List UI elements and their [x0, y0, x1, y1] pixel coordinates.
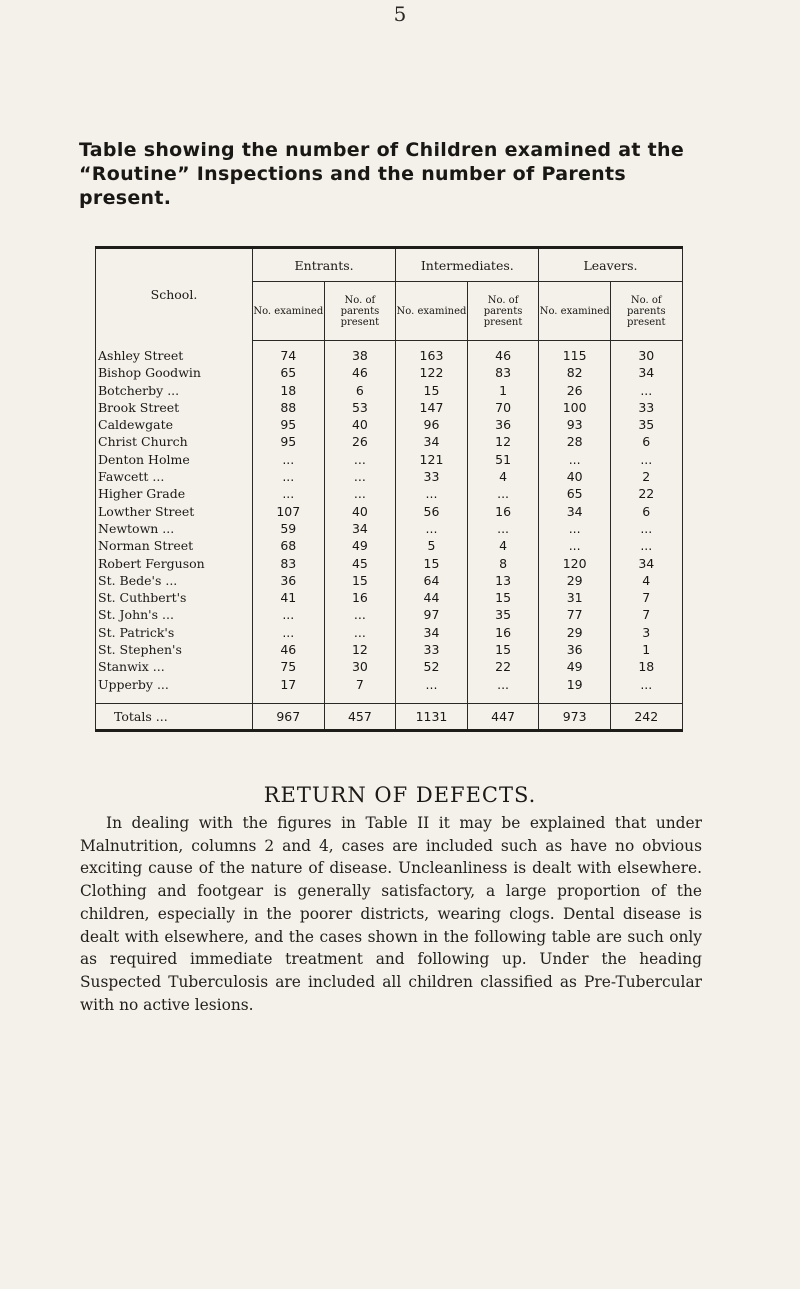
value-cell: 5 [396, 537, 468, 554]
totals-value-cell: 1131 [396, 703, 468, 730]
value-cell: 163 [396, 341, 468, 365]
value-cell: 46 [324, 364, 396, 381]
value-cell: 65 [539, 485, 611, 502]
value-cell: 107 [253, 503, 325, 520]
value-cell: 96 [396, 416, 468, 433]
value-cell: ... [539, 451, 611, 468]
value-cell: ... [610, 676, 682, 693]
table-body [96, 341, 683, 731]
totals-label: Totals ... [96, 703, 253, 730]
value-cell: 83 [253, 555, 325, 572]
value-cell: ... [253, 468, 325, 485]
school-name-cell: St. Patrick's [96, 624, 253, 641]
value-cell: 34 [610, 555, 682, 572]
school-name-cell: Newtown ... [96, 520, 253, 537]
school-name-cell: Ashley Street [96, 341, 253, 365]
school-name-cell: Denton Holme [96, 451, 253, 468]
value-cell: ... [610, 382, 682, 399]
value-cell: 6 [610, 503, 682, 520]
group-header-row [96, 248, 683, 282]
spacer-row [96, 693, 683, 704]
value-cell: 40 [324, 503, 396, 520]
table-row [96, 572, 683, 589]
value-cell: ... [610, 451, 682, 468]
leavers-header: Leavers. [539, 248, 682, 282]
school-name-cell: St. Cuthbert's [96, 589, 253, 606]
school-name-cell: Stanwix ... [96, 658, 253, 675]
table-row [96, 341, 683, 365]
value-cell: 6 [324, 382, 396, 399]
value-cell: 68 [253, 537, 325, 554]
value-cell: 46 [467, 341, 539, 365]
table-row [96, 382, 683, 399]
value-cell: ... [324, 468, 396, 485]
value-cell: ... [324, 485, 396, 502]
spacer-cell [324, 693, 396, 704]
value-cell: ... [539, 537, 611, 554]
spacer-cell [539, 693, 611, 704]
value-cell: 4 [467, 468, 539, 485]
body-paragraph: In dealing with the figures in Table II it may be explained that under Malnutrition, columns 2 and 4, cases are included such as have no obvious exciting cause of the nature of disease. Uncleanliness is dealt with elsewhere. Clothing and footgear is generally satisfactory, a large proportion of the children, especially in the poorer districts, wearing clogs. Dental disease is dealt with elsewhere, and the cases shown in the following table are such only as required immediate treatment and following up. Under the heading Suspected Tuberculosis are included all children classified as Pre-Tubercular with no active lesions. [80, 814, 702, 1014]
value-cell: 56 [396, 503, 468, 520]
value-cell: 16 [467, 624, 539, 641]
value-cell: 115 [539, 341, 611, 365]
value-cell: 34 [396, 624, 468, 641]
leavers-examined-header: No. examined [539, 282, 611, 341]
value-cell: 120 [539, 555, 611, 572]
value-cell: 77 [539, 606, 611, 623]
value-cell: 12 [467, 433, 539, 450]
value-cell: 7 [610, 589, 682, 606]
totals-value-cell: 457 [324, 703, 396, 730]
value-cell: ... [467, 520, 539, 537]
school-name-cell: Lowther Street [96, 503, 253, 520]
value-cell: ... [610, 537, 682, 554]
intermediates-header: Intermediates. [396, 248, 539, 282]
table-row [96, 468, 683, 485]
intermediates-examined-header: No. examined [396, 282, 468, 341]
school-name-cell: Fawcett ... [96, 468, 253, 485]
value-cell: 33 [396, 641, 468, 658]
value-cell: 4 [467, 537, 539, 554]
value-cell: 18 [253, 382, 325, 399]
table-row [96, 641, 683, 658]
value-cell: 34 [610, 364, 682, 381]
value-cell: 147 [396, 399, 468, 416]
value-cell: 36 [539, 641, 611, 658]
school-column-header: School. [96, 248, 253, 341]
value-cell: 22 [610, 485, 682, 502]
value-cell: 3 [610, 624, 682, 641]
value-cell: 45 [324, 555, 396, 572]
page-number: 5 [393, 2, 407, 26]
value-cell: 19 [539, 676, 611, 693]
value-cell: 31 [539, 589, 611, 606]
table-row [96, 485, 683, 502]
value-cell: 6 [610, 433, 682, 450]
totals-value-cell: 973 [539, 703, 611, 730]
table-row [96, 433, 683, 450]
value-cell: 122 [396, 364, 468, 381]
value-cell: 29 [539, 624, 611, 641]
value-cell: 88 [253, 399, 325, 416]
value-cell: 36 [467, 416, 539, 433]
value-cell: ... [324, 606, 396, 623]
table-row [96, 451, 683, 468]
value-cell: ... [396, 676, 468, 693]
value-cell: 93 [539, 416, 611, 433]
value-cell: 97 [396, 606, 468, 623]
value-cell: 26 [324, 433, 396, 450]
value-cell: 49 [539, 658, 611, 675]
value-cell: ... [324, 451, 396, 468]
school-name-cell: Christ Church [96, 433, 253, 450]
value-cell: ... [610, 520, 682, 537]
value-cell: 70 [467, 399, 539, 416]
table-row [96, 416, 683, 433]
table-row [96, 606, 683, 623]
value-cell: 41 [253, 589, 325, 606]
school-name-cell: St. John's ... [96, 606, 253, 623]
value-cell: 52 [396, 658, 468, 675]
value-cell: ... [467, 676, 539, 693]
value-cell: 7 [324, 676, 396, 693]
value-cell: 12 [324, 641, 396, 658]
value-cell: 64 [396, 572, 468, 589]
school-name-cell: Norman Street [96, 537, 253, 554]
value-cell: 35 [610, 416, 682, 433]
value-cell: ... [253, 624, 325, 641]
entrants-examined-header: No. examined [253, 282, 325, 341]
spacer-cell [96, 693, 253, 704]
value-cell: ... [539, 520, 611, 537]
value-cell: 34 [396, 433, 468, 450]
value-cell: 8 [467, 555, 539, 572]
school-name-cell: Bishop Goodwin [96, 364, 253, 381]
value-cell: 15 [467, 641, 539, 658]
value-cell: ... [253, 485, 325, 502]
entrants-header: Entrants. [253, 248, 396, 282]
value-cell: ... [396, 485, 468, 502]
school-name-cell: Botcherby ... [96, 382, 253, 399]
spacer-cell [467, 693, 539, 704]
value-cell: 83 [467, 364, 539, 381]
value-cell: 16 [324, 589, 396, 606]
table-row [96, 555, 683, 572]
value-cell: 16 [467, 503, 539, 520]
value-cell: ... [467, 485, 539, 502]
school-name-cell: St. Stephen's [96, 641, 253, 658]
value-cell: 121 [396, 451, 468, 468]
spacer-cell [396, 693, 468, 704]
value-cell: 22 [467, 658, 539, 675]
value-cell: 38 [324, 341, 396, 365]
section-heading: RETURN OF DEFECTS. [263, 783, 537, 807]
value-cell: 74 [253, 341, 325, 365]
totals-row [96, 703, 683, 730]
value-cell: 95 [253, 433, 325, 450]
value-cell: 82 [539, 364, 611, 381]
value-cell: 15 [467, 589, 539, 606]
value-cell: 2 [610, 468, 682, 485]
school-name-cell: Brook Street [96, 399, 253, 416]
value-cell: 51 [467, 451, 539, 468]
totals-value-cell: 447 [467, 703, 539, 730]
value-cell: 15 [396, 382, 468, 399]
school-name-cell: Caldewgate [96, 416, 253, 433]
value-cell: ... [396, 520, 468, 537]
value-cell: 30 [324, 658, 396, 675]
school-name-cell: Robert Ferguson [96, 555, 253, 572]
value-cell: 34 [539, 503, 611, 520]
value-cell: 65 [253, 364, 325, 381]
value-cell: 95 [253, 416, 325, 433]
value-cell: 100 [539, 399, 611, 416]
value-cell: 33 [396, 468, 468, 485]
school-name-cell: St. Bede's ... [96, 572, 253, 589]
leavers-present-header: No. of parents present [610, 282, 682, 341]
value-cell: 49 [324, 537, 396, 554]
value-cell: 15 [324, 572, 396, 589]
totals-value-cell: 967 [253, 703, 325, 730]
value-cell: 15 [396, 555, 468, 572]
table-row [96, 537, 683, 554]
spacer-cell [610, 693, 682, 704]
statistics-table [95, 246, 683, 732]
table-row [96, 589, 683, 606]
table-row [96, 399, 683, 416]
value-cell: ... [253, 606, 325, 623]
value-cell: 18 [610, 658, 682, 675]
value-cell: 1 [467, 382, 539, 399]
value-cell: 33 [610, 399, 682, 416]
school-name-cell: Higher Grade [96, 485, 253, 502]
entrants-present-header: No. of parents present [324, 282, 396, 341]
value-cell: 53 [324, 399, 396, 416]
intermediates-present-header: No. of parents present [467, 282, 539, 341]
value-cell: 34 [324, 520, 396, 537]
inspection-table [95, 246, 682, 732]
value-cell: ... [253, 451, 325, 468]
spacer-cell [253, 693, 325, 704]
value-cell: 17 [253, 676, 325, 693]
value-cell: 13 [467, 572, 539, 589]
value-cell: 44 [396, 589, 468, 606]
table-row [96, 503, 683, 520]
value-cell: 59 [253, 520, 325, 537]
value-cell: 4 [610, 572, 682, 589]
value-cell: 7 [610, 606, 682, 623]
value-cell: 26 [539, 382, 611, 399]
value-cell: 30 [610, 341, 682, 365]
table-row [96, 364, 683, 381]
table-title: Table showing the number of Children examined at the “Routine” Inspections and the number of Parents present. [79, 139, 685, 209]
table-row [96, 676, 683, 693]
table-row [96, 658, 683, 675]
school-name-cell: Upperby ... [96, 676, 253, 693]
value-cell: 40 [324, 416, 396, 433]
table-row [96, 624, 683, 641]
value-cell: 35 [467, 606, 539, 623]
value-cell: 1 [610, 641, 682, 658]
value-cell: 40 [539, 468, 611, 485]
totals-value-cell: 242 [610, 703, 682, 730]
value-cell: 29 [539, 572, 611, 589]
value-cell: 28 [539, 433, 611, 450]
value-cell: 75 [253, 658, 325, 675]
value-cell: 46 [253, 641, 325, 658]
value-cell: ... [324, 624, 396, 641]
table-row [96, 520, 683, 537]
value-cell: 36 [253, 572, 325, 589]
